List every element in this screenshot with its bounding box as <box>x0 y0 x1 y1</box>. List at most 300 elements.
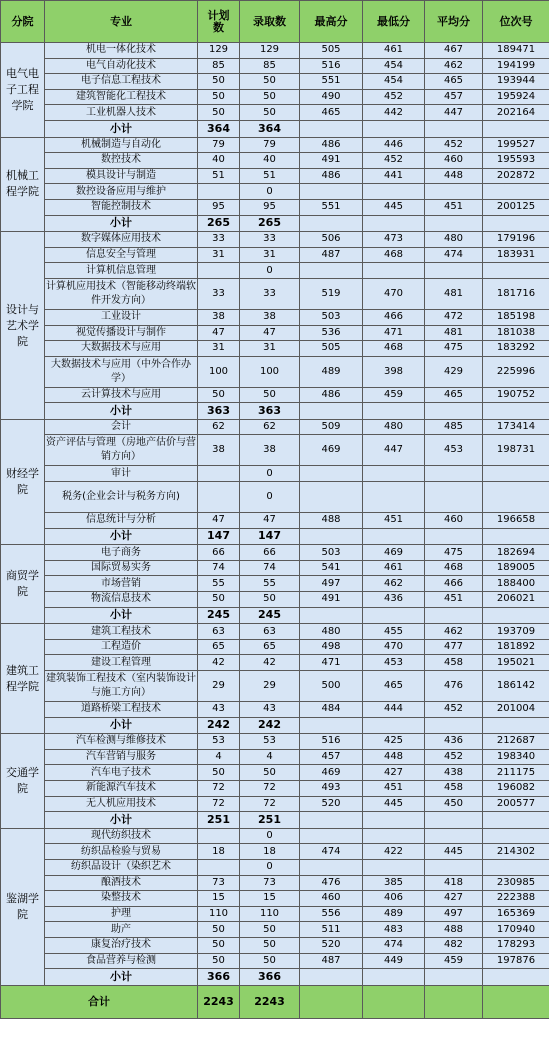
plan-cell: 129 <box>198 43 240 59</box>
admit-cell: 129 <box>240 43 300 59</box>
avg-score-cell: 459 <box>425 953 483 969</box>
plan-cell: 53 <box>198 734 240 750</box>
subtotal-admit: 251 <box>240 812 300 829</box>
admit-cell: 50 <box>240 592 300 608</box>
table-row <box>1 875 549 891</box>
subtotal-admit: 366 <box>240 969 300 986</box>
plan-cell: 50 <box>198 387 240 403</box>
subtotal-row <box>1 215 549 232</box>
admit-cell: 50 <box>240 953 300 969</box>
rank-cell: 194199 <box>483 58 549 74</box>
avg-score-cell: 447 <box>425 105 483 121</box>
table-row <box>1 576 549 592</box>
admit-cell: 0 <box>240 466 300 482</box>
admit-cell: 50 <box>240 74 300 90</box>
max-score-cell <box>300 466 363 482</box>
admit-cell: 47 <box>240 325 300 341</box>
major-name: 工业设计 <box>45 309 198 325</box>
major-name: 信息统计与分析 <box>45 513 198 529</box>
min-score-cell: 427 <box>363 765 425 781</box>
plan-cell: 50 <box>198 74 240 90</box>
plan-cell: 31 <box>198 247 240 263</box>
major-name: 染整技术 <box>45 891 198 907</box>
table-row <box>1 482 549 513</box>
min-score-cell: 483 <box>363 922 425 938</box>
rank-cell: 181892 <box>483 639 549 655</box>
max-score-cell: 474 <box>300 844 363 860</box>
rank-cell: 211175 <box>483 765 549 781</box>
rank-cell <box>483 859 549 875</box>
subtotal-label: 小计 <box>45 403 198 420</box>
rank-cell: 196082 <box>483 780 549 796</box>
admit-cell: 38 <box>240 435 300 466</box>
min-score-cell: 471 <box>363 325 425 341</box>
rank-cell: 186142 <box>483 671 549 702</box>
rank-cell: 195593 <box>483 153 549 169</box>
table-row <box>1 780 549 796</box>
major-name: 纺织品检验与贸易 <box>45 844 198 860</box>
subtotal-row <box>1 969 549 986</box>
plan-cell: 63 <box>198 624 240 640</box>
min-score-cell: 469 <box>363 545 425 561</box>
header-admit: 录取数 <box>240 1 300 43</box>
major-name: 电气自动化技术 <box>45 58 198 74</box>
min-score-cell: 455 <box>363 624 425 640</box>
plan-cell: 43 <box>198 702 240 718</box>
empty-cell <box>300 403 363 420</box>
plan-cell: 38 <box>198 435 240 466</box>
rank-cell: 212687 <box>483 734 549 750</box>
avg-score-cell: 466 <box>425 576 483 592</box>
major-name: 审计 <box>45 466 198 482</box>
admit-cell: 40 <box>240 153 300 169</box>
max-score-cell <box>300 482 363 513</box>
table-row <box>1 247 549 263</box>
plan-cell: 42 <box>198 655 240 671</box>
max-score-cell: 457 <box>300 749 363 765</box>
plan-cell: 55 <box>198 576 240 592</box>
total-admit: 2243 <box>240 985 300 1018</box>
table-body <box>1 43 549 1019</box>
admit-cell: 95 <box>240 199 300 215</box>
min-score-cell: 446 <box>363 137 425 153</box>
empty-cell <box>300 607 363 624</box>
plan-cell: 4 <box>198 749 240 765</box>
rank-cell: 202164 <box>483 105 549 121</box>
table-row <box>1 592 549 608</box>
avg-score-cell: 450 <box>425 796 483 812</box>
min-score-cell: 489 <box>363 906 425 922</box>
plan-cell: 85 <box>198 58 240 74</box>
admit-cell: 31 <box>240 247 300 263</box>
rank-cell: 165369 <box>483 906 549 922</box>
empty-cell <box>425 812 483 829</box>
rank-cell: 181716 <box>483 278 549 309</box>
plan-cell: 95 <box>198 199 240 215</box>
admit-cell: 0 <box>240 263 300 279</box>
avg-score-cell: 468 <box>425 560 483 576</box>
rank-cell: 197876 <box>483 953 549 969</box>
rank-cell: 195924 <box>483 89 549 105</box>
admit-cell: 79 <box>240 137 300 153</box>
min-score-cell: 452 <box>363 153 425 169</box>
min-score-cell: 436 <box>363 592 425 608</box>
rank-cell: 200577 <box>483 796 549 812</box>
plan-cell: 79 <box>198 137 240 153</box>
table-row <box>1 765 549 781</box>
subtotal-row <box>1 812 549 829</box>
header-row <box>1 1 549 43</box>
major-name: 护理 <box>45 906 198 922</box>
min-score-cell: 468 <box>363 247 425 263</box>
max-score-cell: 476 <box>300 875 363 891</box>
table-row <box>1 639 549 655</box>
rank-cell <box>483 482 549 513</box>
avg-score-cell: 477 <box>425 639 483 655</box>
avg-score-cell <box>425 482 483 513</box>
empty-cell <box>425 607 483 624</box>
subtotal-admit: 364 <box>240 120 300 137</box>
plan-cell <box>198 466 240 482</box>
max-score-cell: 471 <box>300 655 363 671</box>
max-score-cell: 556 <box>300 906 363 922</box>
min-score-cell: 470 <box>363 278 425 309</box>
rank-cell: 189005 <box>483 560 549 576</box>
subtotal-label: 小计 <box>45 607 198 624</box>
min-score-cell: 398 <box>363 356 425 387</box>
avg-score-cell: 452 <box>425 137 483 153</box>
min-score-cell: 445 <box>363 796 425 812</box>
plan-cell <box>198 263 240 279</box>
admit-cell: 29 <box>240 671 300 702</box>
rank-cell: 173414 <box>483 419 549 435</box>
plan-cell <box>198 859 240 875</box>
table-row <box>1 278 549 309</box>
admit-cell: 110 <box>240 906 300 922</box>
empty-cell <box>483 215 549 232</box>
subtotal-row <box>1 403 549 420</box>
major-name: 食品营养与检测 <box>45 953 198 969</box>
subtotal-plan: 242 <box>198 717 240 734</box>
avg-score-cell: 458 <box>425 655 483 671</box>
min-score-cell: 452 <box>363 89 425 105</box>
plan-cell: 50 <box>198 953 240 969</box>
max-score-cell: 541 <box>300 560 363 576</box>
plan-cell: 47 <box>198 513 240 529</box>
table-row <box>1 153 549 169</box>
plan-cell: 50 <box>198 592 240 608</box>
rank-cell: 198340 <box>483 749 549 765</box>
table-row <box>1 263 549 279</box>
plan-cell: 38 <box>198 309 240 325</box>
plan-cell: 40 <box>198 153 240 169</box>
table-row <box>1 796 549 812</box>
admit-cell: 50 <box>240 765 300 781</box>
max-score-cell: 551 <box>300 199 363 215</box>
admit-cell: 50 <box>240 89 300 105</box>
major-name: 建设工程管理 <box>45 655 198 671</box>
rank-cell: 181038 <box>483 325 549 341</box>
plan-cell: 50 <box>198 765 240 781</box>
avg-score-cell <box>425 466 483 482</box>
header-major: 专业 <box>45 1 198 43</box>
major-name: 现代纺织技术 <box>45 828 198 844</box>
major-name: 道路桥梁工程技术 <box>45 702 198 718</box>
major-name: 信息安全与管理 <box>45 247 198 263</box>
min-score-cell: 465 <box>363 671 425 702</box>
subtotal-label: 小计 <box>45 717 198 734</box>
max-score-cell: 505 <box>300 341 363 357</box>
table-row <box>1 906 549 922</box>
min-score-cell: 445 <box>363 199 425 215</box>
plan-cell: 50 <box>198 105 240 121</box>
subtotal-plan: 147 <box>198 528 240 545</box>
table-row <box>1 199 549 215</box>
avg-score-cell: 445 <box>425 844 483 860</box>
min-score-cell: 451 <box>363 513 425 529</box>
table-row <box>1 560 549 576</box>
empty-cell <box>425 528 483 545</box>
max-score-cell: 484 <box>300 702 363 718</box>
empty-cell <box>425 215 483 232</box>
max-score-cell <box>300 828 363 844</box>
subtotal-label: 小计 <box>45 812 198 829</box>
admit-cell: 66 <box>240 545 300 561</box>
rank-cell: 206021 <box>483 592 549 608</box>
major-name: 机电一体化技术 <box>45 43 198 59</box>
rank-cell: 185198 <box>483 309 549 325</box>
empty-cell <box>363 403 425 420</box>
max-score-cell: 505 <box>300 43 363 59</box>
total-row <box>1 985 549 1018</box>
major-name: 市场营销 <box>45 576 198 592</box>
min-score-cell: 406 <box>363 891 425 907</box>
avg-score-cell: 438 <box>425 765 483 781</box>
plan-cell: 18 <box>198 844 240 860</box>
max-score-cell: 519 <box>300 278 363 309</box>
max-score-cell: 486 <box>300 137 363 153</box>
rank-cell <box>483 184 549 200</box>
rank-cell: 178293 <box>483 937 549 953</box>
table-row <box>1 624 549 640</box>
rank-cell: 190752 <box>483 387 549 403</box>
avg-score-cell <box>425 859 483 875</box>
subtotal-admit: 242 <box>240 717 300 734</box>
plan-cell: 72 <box>198 780 240 796</box>
major-name: 工业机器人技术 <box>45 105 198 121</box>
table-row <box>1 937 549 953</box>
empty-cell <box>483 985 549 1018</box>
avg-score-cell: 476 <box>425 671 483 702</box>
table-row <box>1 137 549 153</box>
admit-cell: 100 <box>240 356 300 387</box>
admit-cell: 63 <box>240 624 300 640</box>
admit-cell: 50 <box>240 105 300 121</box>
max-score-cell: 486 <box>300 168 363 184</box>
major-name: 视觉传播设计与制作 <box>45 325 198 341</box>
major-name: 数字媒体应用技术 <box>45 232 198 248</box>
max-score-cell: 469 <box>300 765 363 781</box>
max-score-cell <box>300 263 363 279</box>
table-row <box>1 325 549 341</box>
major-name: 智能控制技术 <box>45 199 198 215</box>
table-row <box>1 749 549 765</box>
rank-cell <box>483 263 549 279</box>
rank-cell: 202872 <box>483 168 549 184</box>
avg-score-cell: 451 <box>425 199 483 215</box>
subtotal-admit: 265 <box>240 215 300 232</box>
table-row <box>1 702 549 718</box>
min-score-cell: 480 <box>363 419 425 435</box>
max-score-cell: 516 <box>300 58 363 74</box>
max-score-cell: 498 <box>300 639 363 655</box>
subtotal-admit: 363 <box>240 403 300 420</box>
admit-cell: 0 <box>240 828 300 844</box>
table-row <box>1 655 549 671</box>
admit-cell: 15 <box>240 891 300 907</box>
max-score-cell: 536 <box>300 325 363 341</box>
min-score-cell <box>363 466 425 482</box>
empty-cell <box>483 607 549 624</box>
subtotal-plan: 363 <box>198 403 240 420</box>
avg-score-cell: 462 <box>425 624 483 640</box>
avg-score-cell: 481 <box>425 325 483 341</box>
plan-cell: 73 <box>198 875 240 891</box>
avg-score-cell: 460 <box>425 513 483 529</box>
table-row <box>1 922 549 938</box>
subtotal-label: 小计 <box>45 215 198 232</box>
college-name: 设计与艺术学院 <box>1 232 45 420</box>
empty-cell <box>363 528 425 545</box>
min-score-cell: 453 <box>363 655 425 671</box>
plan-cell: 51 <box>198 168 240 184</box>
table-row <box>1 74 549 90</box>
subtotal-admit: 245 <box>240 607 300 624</box>
major-name: 税务(企业会计与税务方向) <box>45 482 198 513</box>
plan-cell <box>198 828 240 844</box>
admit-cell: 47 <box>240 513 300 529</box>
plan-cell: 15 <box>198 891 240 907</box>
major-name: 大数据技术与应用（中外合作办学） <box>45 356 198 387</box>
avg-score-cell: 482 <box>425 937 483 953</box>
major-name: 汽车营销与服务 <box>45 749 198 765</box>
plan-cell <box>198 482 240 513</box>
admit-cell: 72 <box>240 796 300 812</box>
subtotal-plan: 245 <box>198 607 240 624</box>
max-score-cell: 469 <box>300 435 363 466</box>
header-rank: 位次号 <box>483 1 549 43</box>
table-row <box>1 89 549 105</box>
admit-cell: 85 <box>240 58 300 74</box>
max-score-cell: 491 <box>300 592 363 608</box>
major-name: 助产 <box>45 922 198 938</box>
empty-cell <box>483 812 549 829</box>
avg-score-cell: 497 <box>425 906 483 922</box>
avg-score-cell: 465 <box>425 387 483 403</box>
min-score-cell: 461 <box>363 43 425 59</box>
rank-cell: 198731 <box>483 435 549 466</box>
avg-score-cell: 485 <box>425 419 483 435</box>
header-avg: 平均分 <box>425 1 483 43</box>
empty-cell <box>300 969 363 986</box>
table-row <box>1 419 549 435</box>
avg-score-cell: 465 <box>425 74 483 90</box>
min-score-cell <box>363 482 425 513</box>
admit-cell: 50 <box>240 922 300 938</box>
max-score-cell: 486 <box>300 387 363 403</box>
table-row <box>1 466 549 482</box>
max-score-cell: 491 <box>300 153 363 169</box>
avg-score-cell: 453 <box>425 435 483 466</box>
admit-cell: 43 <box>240 702 300 718</box>
empty-cell <box>363 985 425 1018</box>
min-score-cell: 448 <box>363 749 425 765</box>
table-row <box>1 828 549 844</box>
min-score-cell <box>363 263 425 279</box>
avg-score-cell: 488 <box>425 922 483 938</box>
max-score-cell: 487 <box>300 953 363 969</box>
subtotal-row <box>1 607 549 624</box>
table-row <box>1 671 549 702</box>
min-score-cell: 444 <box>363 702 425 718</box>
table-row <box>1 105 549 121</box>
rank-cell: 188400 <box>483 576 549 592</box>
plan-cell: 110 <box>198 906 240 922</box>
header-plan: 计划数 <box>198 1 240 43</box>
header-min: 最低分 <box>363 1 425 43</box>
header-max: 最高分 <box>300 1 363 43</box>
avg-score-cell: 452 <box>425 702 483 718</box>
major-name: 纺织品设计（染织艺术 <box>45 859 198 875</box>
plan-cell: 50 <box>198 89 240 105</box>
rank-cell: 193944 <box>483 74 549 90</box>
major-name: 康复治疗技术 <box>45 937 198 953</box>
subtotal-label: 小计 <box>45 528 198 545</box>
plan-cell: 47 <box>198 325 240 341</box>
max-score-cell: 500 <box>300 671 363 702</box>
admit-cell: 33 <box>240 278 300 309</box>
avg-score-cell: 475 <box>425 341 483 357</box>
table-row <box>1 387 549 403</box>
admit-cell: 33 <box>240 232 300 248</box>
avg-score-cell: 452 <box>425 749 483 765</box>
empty-cell <box>483 969 549 986</box>
major-name: 计算机应用技术（智能移动终端软件开发方向） <box>45 278 198 309</box>
empty-cell <box>363 812 425 829</box>
admit-cell: 4 <box>240 749 300 765</box>
plan-cell: 72 <box>198 796 240 812</box>
min-score-cell <box>363 828 425 844</box>
plan-cell: 50 <box>198 922 240 938</box>
college-name: 财经学院 <box>1 419 45 544</box>
major-name: 无人机应用技术 <box>45 796 198 812</box>
subtotal-label: 小计 <box>45 120 198 137</box>
rank-cell: 230985 <box>483 875 549 891</box>
table-row <box>1 356 549 387</box>
min-score-cell: 447 <box>363 435 425 466</box>
rank-cell: 193709 <box>483 624 549 640</box>
empty-cell <box>425 120 483 137</box>
table-row <box>1 43 549 59</box>
admit-cell: 53 <box>240 734 300 750</box>
rank-cell: 189471 <box>483 43 549 59</box>
rank-cell: 196658 <box>483 513 549 529</box>
empty-cell <box>300 812 363 829</box>
max-score-cell: 516 <box>300 734 363 750</box>
table-row <box>1 953 549 969</box>
rank-cell: 182694 <box>483 545 549 561</box>
table-row <box>1 184 549 200</box>
